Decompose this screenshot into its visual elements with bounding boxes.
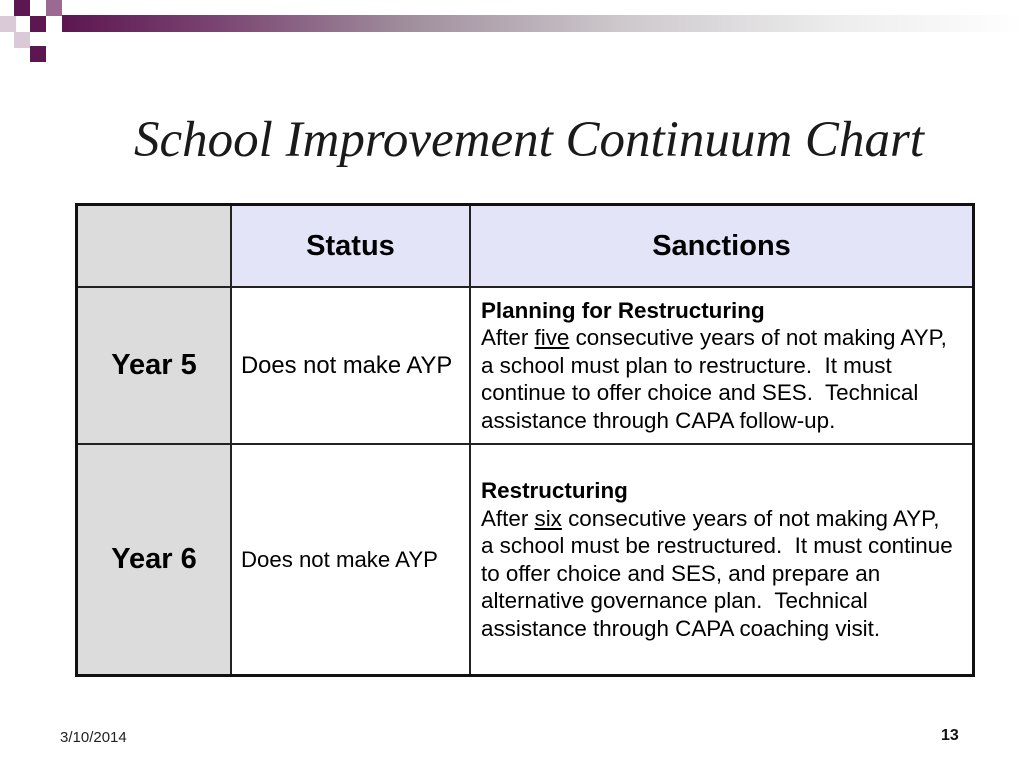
sanction-first-line bbox=[481, 505, 939, 533]
column-header-sanctions: Sanctions bbox=[652, 229, 791, 262]
sanction-title: Planning for Restructuring bbox=[481, 297, 765, 323]
header-cell-sanctions bbox=[471, 206, 972, 288]
header-corner-cell bbox=[78, 206, 232, 288]
sanction-text: consecutive years of not making AYP, bbox=[569, 325, 947, 351]
slide-date: 3/10/2014 bbox=[60, 729, 127, 746]
sanction-underlined-term: six bbox=[534, 505, 562, 531]
decorative-square bbox=[30, 16, 46, 32]
sanction-cell bbox=[471, 288, 972, 445]
continuum-table bbox=[75, 203, 975, 677]
row-label-cell bbox=[78, 288, 232, 445]
sanction-first-line bbox=[481, 324, 947, 352]
row-label-year: Year 6 bbox=[111, 543, 197, 575]
sanction-line: assistance through CAPA coaching visit. bbox=[481, 615, 881, 641]
row-label-cell bbox=[78, 445, 232, 674]
sanction-underlined-term: five bbox=[534, 325, 570, 351]
decorative-square bbox=[14, 32, 30, 48]
slide-page-number: 13 bbox=[941, 727, 959, 744]
row-label-year: Year 5 bbox=[111, 349, 197, 381]
slide-title: School Improvement Continuum Chart bbox=[134, 112, 924, 168]
decorative-square bbox=[46, 0, 62, 16]
sanction-text: After bbox=[481, 325, 535, 351]
status-text: Does not make AYP bbox=[241, 351, 453, 379]
sanction-line: continue to offer choice and SES. Technical bbox=[481, 380, 919, 406]
header-cell-status bbox=[232, 206, 471, 288]
sanction-cell bbox=[471, 445, 972, 674]
status-text: Does not make AYP bbox=[241, 546, 438, 572]
column-header-status: Status bbox=[306, 229, 395, 262]
header-gradient-bar bbox=[62, 15, 1024, 32]
slide-decoration bbox=[0, 0, 1024, 64]
sanction-text: consecutive years of not making AYP, bbox=[561, 505, 940, 531]
sanction-line: to offer choice and SES, and prepare an bbox=[481, 560, 881, 586]
decorative-square bbox=[14, 0, 30, 16]
status-cell bbox=[232, 288, 471, 445]
sanction-line: a school must be restructured. It must continue bbox=[481, 533, 953, 558]
sanction-title: Restructuring bbox=[481, 478, 628, 503]
status-cell bbox=[232, 445, 471, 674]
sanction-line: a school must plan to restructure. It must bbox=[481, 352, 892, 378]
decorative-square bbox=[0, 16, 16, 32]
sanction-text: After bbox=[481, 505, 535, 531]
decorative-square bbox=[30, 46, 46, 62]
sanction-line: alternative governance plan. Technical bbox=[481, 588, 868, 613]
sanction-line: assistance through CAPA follow-up. bbox=[481, 407, 836, 433]
